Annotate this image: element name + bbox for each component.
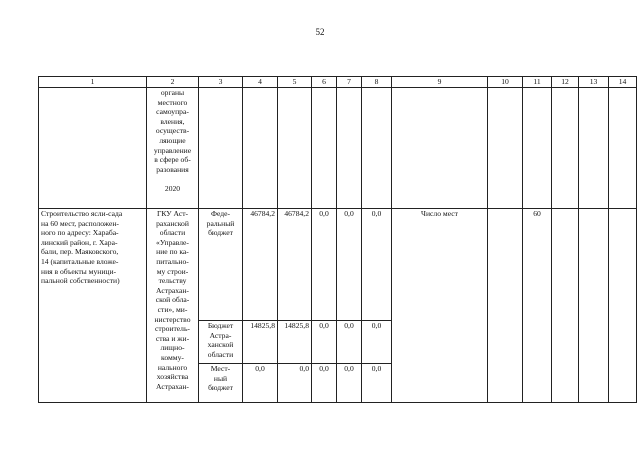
column-number-row — [39, 77, 637, 88]
amount-cell: 0,0 — [312, 364, 337, 403]
text-line — [149, 174, 196, 184]
indicator-name: Число мест — [392, 209, 488, 403]
amount-cell: 0,0 — [337, 364, 362, 403]
year-label: 2020 — [164, 183, 181, 193]
column-header: 6 — [312, 77, 337, 88]
text-line: органы — [160, 88, 185, 97]
column-header: 8 — [362, 77, 392, 88]
program-table — [38, 76, 637, 403]
funding-source: Феде- ральный бюджет — [199, 209, 243, 321]
amount-cell: 0,0 — [362, 364, 392, 403]
text-line: осуществ- — [155, 126, 190, 136]
amount-year: 0,0 — [278, 364, 312, 403]
funding-source: Бюджет Астра- ханской области — [199, 321, 243, 364]
amount-cell: 0,0 — [362, 321, 392, 364]
text-line: разования — [156, 164, 189, 174]
executor: ГКУ Аст- раханской области «Управле- ние по ка- питально- му строи- тельству Астрахан- ской обла- сти», ми- нистерство строитель- ства и жи- лищно- комму- нального хозяйства Астрахан- — [147, 209, 199, 403]
column-header: 7 — [337, 77, 362, 88]
amount-total: 0,0 — [243, 364, 278, 403]
text-line: вления, — [160, 116, 185, 126]
amount-total: 14825,8 — [243, 321, 278, 364]
column-header: 3 — [199, 77, 243, 88]
column-header: 12 — [552, 77, 579, 88]
column-header: 2 — [147, 77, 199, 88]
column-header: 13 — [579, 77, 609, 88]
column-header: 1 — [39, 77, 147, 88]
column-header: 5 — [278, 77, 312, 88]
indicator-value: 60 — [523, 209, 552, 403]
column-header: 9 — [392, 77, 488, 88]
amount-cell: 0,0 — [337, 321, 362, 364]
project-name: Строительство ясли-сада на 60 мест, расположен- ного по адресу: Хараба- линский район, г. Хара- бали, пер. Маяковского, 14 (капитальные вложе- ния в объекты муници- пальной собственности) — [39, 209, 147, 403]
page-number: 52 — [315, 27, 325, 37]
amount-year: 14825,8 — [278, 321, 312, 364]
column-header: 10 — [488, 77, 523, 88]
column-header: 14 — [609, 77, 637, 88]
executor-continuation — [147, 88, 199, 209]
text-line: самоупра- — [156, 107, 189, 117]
amount-cell: 0,0 — [337, 209, 362, 321]
amount-cell: 0,0 — [312, 209, 337, 321]
amount-cell: 0,0 — [362, 209, 392, 321]
text-line: управление — [153, 145, 192, 155]
text-line: ляющие — [159, 135, 186, 145]
amount-year: 46784,2 — [278, 209, 312, 321]
funding-source: Мест- ный бюджет — [199, 364, 243, 403]
funding-row-federal — [39, 209, 637, 321]
continuation-row — [39, 88, 637, 209]
amount-total: 46784,2 — [243, 209, 278, 321]
text-line: местного — [157, 97, 188, 107]
column-header: 4 — [243, 77, 278, 88]
amount-cell: 0,0 — [312, 321, 337, 364]
text-line: в сфере об- — [154, 155, 191, 165]
column-header: 11 — [523, 77, 552, 88]
